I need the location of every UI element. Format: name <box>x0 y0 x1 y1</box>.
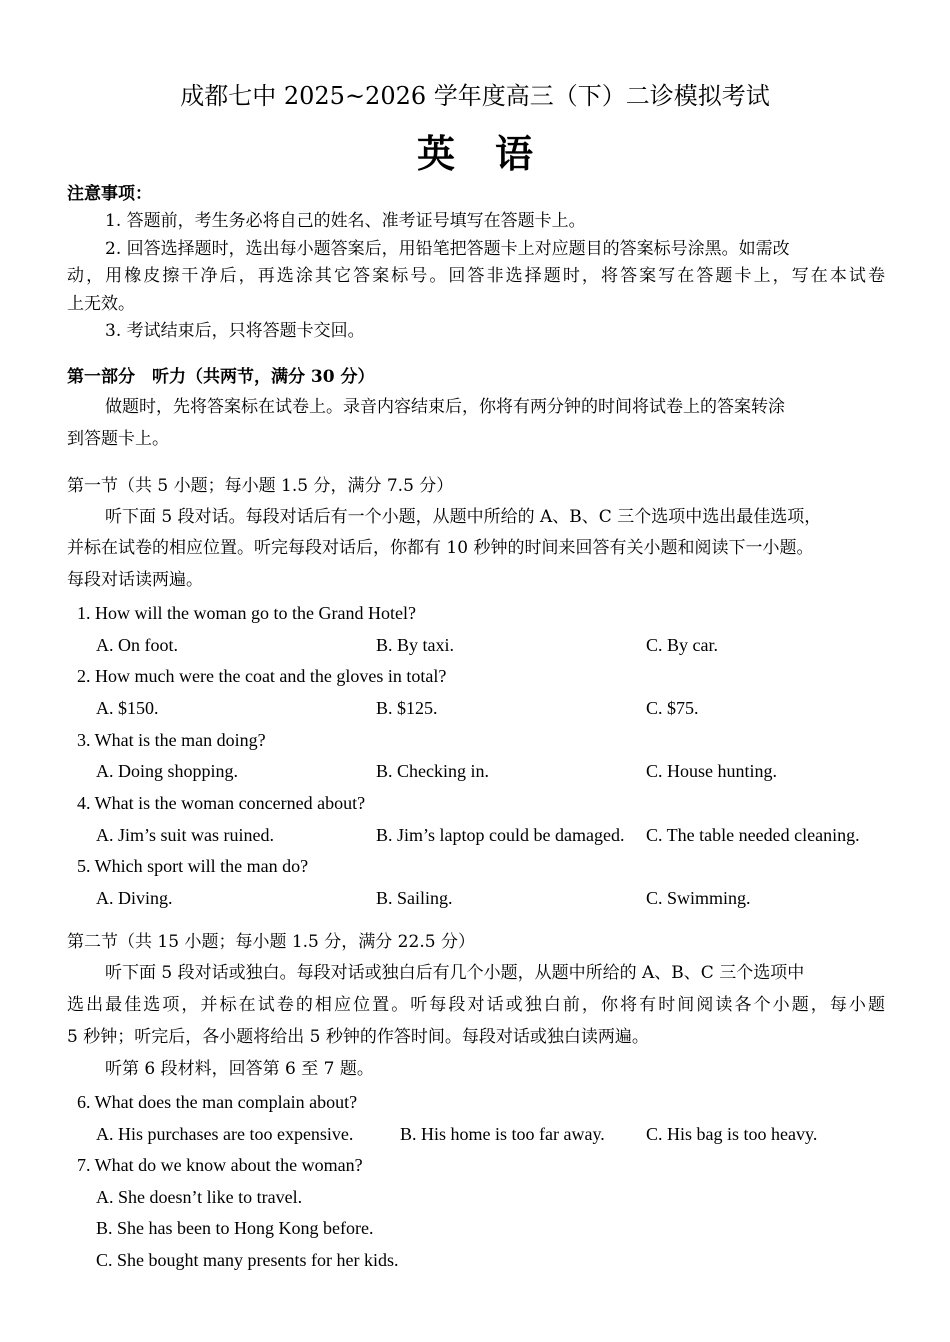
q7-option-a: A. She doesn’t like to travel. <box>96 1187 303 1207</box>
q2-option-b: B. $125. <box>376 698 438 718</box>
q4-option-a: A. Jim’s suit was ruined. <box>96 825 274 845</box>
material-6-instruction: 听第 6 段材料，回答第 6 至 7 题。 <box>105 1059 374 1079</box>
question-1: 1. How will the woman go to the Grand Hotel? <box>77 603 416 623</box>
q5-option-b: B. Sailing. <box>376 888 453 908</box>
part1-heading: 第一部分 听力（共两节，满分 30 分） <box>67 367 375 387</box>
exam-title: 成都七中 2025~2026 学年度高三（下）二诊模拟考试 <box>180 82 770 110</box>
question-6: 6. What does the man complain about? <box>77 1092 358 1112</box>
notice-item-2-line-1: 2. 回答选择题时，选出每小题答案后，用铅笔把答题卡上对应题目的答案标号涂黑。如需改 <box>105 239 790 259</box>
q3-option-a: A. Doing shopping. <box>96 761 239 781</box>
q4-option-b: B. Jim’s laptop could be damaged. <box>376 825 625 845</box>
q2-option-a: A. $150. <box>96 698 159 718</box>
q3-option-c: C. House hunting. <box>646 761 778 781</box>
question-4: 4. What is the woman concerned about? <box>77 793 366 813</box>
notice-item-2-line-2: 动，用橡皮擦干净后，再选涂其它答案标号。回答非选择题时，将答案写在答题卡上，写在本试卷 <box>67 266 885 286</box>
q4-option-c: C. The table needed cleaning. <box>646 825 860 845</box>
q2-option-c: C. $75. <box>646 698 699 718</box>
question-3: 3. What is the man doing? <box>77 730 266 750</box>
question-2: 2. How much were the coat and the gloves in total? <box>77 666 447 686</box>
section2-heading: 第二节（共 15 小题；每小题 1.5 分，满分 22.5 分） <box>67 932 475 952</box>
q1-option-b: B. By taxi. <box>376 635 455 655</box>
q6-option-b: B. His home is too far away. <box>400 1124 605 1144</box>
q1-option-a: A. On foot. <box>96 635 178 655</box>
section1-intro-line-1: 听下面 5 段对话。每段对话后有一个小题，从题中所给的 A、B、C 三个选项中选出最佳选项， <box>105 507 822 527</box>
notice-heading: 注意事项： <box>67 184 152 204</box>
q5-option-c: C. Swimming. <box>646 888 751 908</box>
notice-item-3: 3. 考试结束后，只将答题卡交回。 <box>105 321 365 341</box>
question-7: 7. What do we know about the woman? <box>77 1155 363 1175</box>
q1-option-c: C. By car. <box>646 635 718 655</box>
section2-intro-line-3: 5 秒钟；听完后，各小题将给出 5 秒钟的作答时间。每段对话或独白读两遍。 <box>67 1027 649 1047</box>
q7-option-b: B. She has been to Hong Kong before. <box>96 1218 374 1238</box>
section1-heading: 第一节（共 5 小题；每小题 1.5 分，满分 7.5 分） <box>67 476 454 496</box>
question-5: 5. Which sport will the man do? <box>77 856 309 876</box>
section1-intro-line-2: 并标在试卷的相应位置。听完每段对话后，你都有 10 秒钟的时间来回答有关小题和阅读下一小题。 <box>67 538 814 558</box>
q3-option-b: B. Checking in. <box>376 761 489 781</box>
part1-intro-line-1: 做题时，先将答案标在试卷上。录音内容结束后，你将有两分钟的时间将试卷上的答案转涂 <box>105 397 785 417</box>
q6-option-c: C. His bag is too heavy. <box>646 1124 818 1144</box>
section1-intro-line-3: 每段对话读两遍。 <box>67 570 203 590</box>
q5-option-a: A. Diving. <box>96 888 173 908</box>
subject-title: 英语 <box>416 131 573 176</box>
part1-intro-line-2: 到答题卡上。 <box>67 429 169 449</box>
section2-intro-line-1: 听下面 5 段对话或独白。每段对话或独白后有几个小题，从题中所给的 A、B、C 三个选项中 <box>105 963 805 983</box>
section2-intro-line-2: 选出最佳选项，并标在试卷的相应位置。听每段对话或独白前，你将有时间阅读各个小题，每小题 <box>67 995 885 1015</box>
q7-option-c: C. She bought many presents for her kids. <box>96 1250 399 1270</box>
q6-option-a: A. His purchases are too expensive. <box>96 1124 354 1144</box>
notice-item-2-line-3: 上无效。 <box>67 294 135 314</box>
notice-item-1: 1. 答题前，考生务必将自己的姓名、准考证号填写在答题卡上。 <box>105 211 586 231</box>
